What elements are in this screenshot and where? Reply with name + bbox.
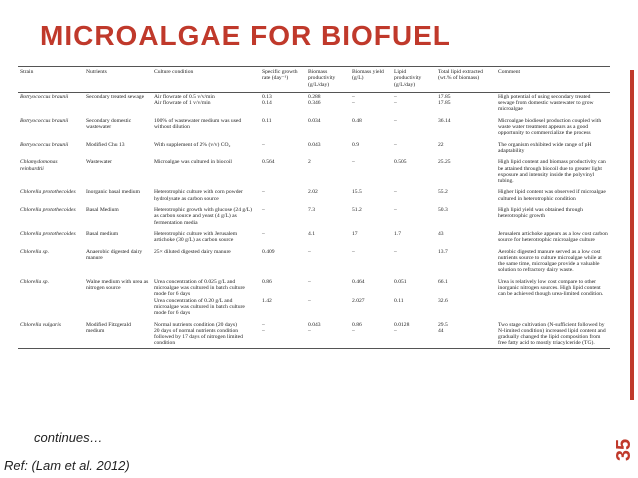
- cell-comment: Aerobic digested manure served as a low cost nutrients source to culture microalgae while at the same time, microalgae provide a valuable solution to refractory dairy waste.: [498, 248, 602, 274]
- cell-culture-condition: Heterotrophic culture with corn powder hydrolysate as carbon source: [154, 189, 243, 202]
- header-nutrients: Nutrients: [86, 69, 107, 75]
- header-strain: Strain: [20, 69, 34, 75]
- cell-growth-rate: –: [262, 230, 265, 237]
- header-growth-rate: Specific growth rate (day⁻¹): [262, 69, 298, 82]
- table-row: [18, 227, 610, 245]
- cell-biomass-productivity: 2.02: [308, 189, 318, 196]
- cell-biomass-yield: –: [352, 159, 355, 166]
- cell-biomass-productivity: 0.034: [308, 117, 321, 124]
- cell-biomass-yield: 51.2: [352, 207, 362, 214]
- cell-lipid-productivity: – –: [394, 93, 397, 107]
- cell-culture-condition: Heterotrophic growth with glucose (24 g/L) as carbon source and yeast (4 g/L) as fermentation media: [154, 207, 253, 226]
- cell-lipid-productivity: –: [394, 189, 397, 196]
- cell-nutrients: Basal medium: [86, 230, 119, 237]
- cell-total-lipid: 36.14: [438, 117, 451, 124]
- cell-strain: Chlorella sp.: [20, 278, 50, 285]
- cell-biomass-productivity: –: [308, 248, 311, 255]
- table-header-row: [18, 67, 610, 93]
- cell-total-lipid: 50.3: [438, 207, 448, 214]
- cell-strain: Botryococcus braunii: [20, 117, 69, 124]
- table-row: [18, 275, 610, 318]
- table-row: [18, 318, 610, 349]
- cell-lipid-productivity: –: [394, 141, 397, 148]
- cell-nutrients: Secondary treated sewage: [86, 93, 145, 100]
- cell-lipid-productivity: 1.7: [394, 230, 401, 237]
- accent-bar: [630, 70, 634, 400]
- cell-biomass-productivity: 0.043: [308, 141, 321, 148]
- cell-growth-rate: 0.564: [262, 159, 275, 166]
- cell-total-lipid: 13.7: [438, 248, 448, 255]
- cell-biomass-yield: 17: [352, 230, 358, 237]
- cell-strain: Botryococcus braunii: [20, 141, 69, 148]
- cell-comment: High lipid content and biomass productivity can be attained through biocoil due to greater light exposure and intensity inside the polyvinyl tubing.: [498, 159, 606, 185]
- table-body: [18, 92, 610, 348]
- cell-growth-rate: –: [262, 207, 265, 214]
- cell-nutrients: Modified Fitzgerald medium: [86, 321, 131, 334]
- cell-culture-condition: Microalgae was cultured in biocoil: [154, 159, 232, 166]
- cell-culture-condition: Normal nutrients condition (20 days) 20 days of normal nutrients condition followed by 17 days of nitrogen limited condition: [154, 321, 243, 347]
- cell-biomass-yield: –: [352, 248, 355, 255]
- cell-nutrients: Modified Chu 13: [86, 141, 125, 148]
- cell-nutrients: Secondary domestic wastewater: [86, 117, 132, 131]
- cell-total-lipid: 25.25: [438, 159, 451, 166]
- reference-note: Ref: (Lam et al. 2012): [4, 458, 130, 473]
- cell-culture-condition: 100% of wastewater medium was used without dilution: [154, 117, 242, 131]
- cell-total-lipid: 17.85 17.85: [438, 93, 451, 107]
- cell-biomass-yield: 0.9: [352, 141, 359, 148]
- cell-growth-rate: –: [262, 189, 265, 196]
- table-row: [18, 203, 610, 227]
- cell-biomass-productivity: 7.3: [308, 207, 315, 214]
- cell-strain: Chlorella sp.: [20, 248, 50, 255]
- cell-biomass-productivity: 4.1: [308, 230, 315, 237]
- cell-total-lipid: 22: [438, 141, 444, 148]
- cell-biomass-yield: 15.5: [352, 189, 362, 196]
- cell-strain: Chlorella protothecoides: [20, 230, 76, 237]
- header-culture-condition: Culture condition: [154, 69, 194, 75]
- cell-total-lipid: 66.1 32.6: [438, 278, 448, 304]
- cell-biomass-productivity: 0.043 –: [308, 321, 321, 334]
- cell-comment: Higher lipid content was observed if microalgae cultured in heterotrophic condition: [498, 189, 606, 202]
- header-total-lipid: Total lipid extracted (wt.% of biomass): [438, 69, 483, 82]
- data-table-container: [18, 66, 610, 349]
- cell-strain: Chlorella vulgaris: [20, 321, 61, 328]
- slide-number: 35: [613, 438, 635, 462]
- continues-note: continues…: [34, 430, 103, 445]
- table-row: [18, 92, 610, 113]
- slide-title: MICROALGAE FOR BIOFUEL: [40, 20, 451, 51]
- cell-comment: Microalgae biodiesel production coupled with waste water treatment appears as a good opportunity to commercialize the process: [498, 117, 602, 137]
- cell-growth-rate: 0.13 0.14: [262, 93, 272, 107]
- table-row: [18, 138, 610, 156]
- cell-comment: High potential of using secondary treated sewage from domestic wastewater to grow microalgae: [498, 93, 594, 113]
- cell-biomass-productivity: 0.288 0.346: [308, 93, 321, 107]
- cell-nutrients: Wastewater: [86, 159, 112, 166]
- cell-comment: The organism exhibited wide range of pH adaptability: [498, 141, 592, 154]
- cell-biomass-yield: 0.464 2.027: [352, 278, 365, 304]
- cell-lipid-productivity: –: [394, 248, 397, 255]
- header-comment: Comment: [498, 69, 521, 75]
- cell-growth-rate: 0.409: [262, 248, 275, 255]
- cell-nutrients: Basal Medium: [86, 207, 119, 214]
- cell-culture-condition: Heterotrophic culture with Jerusalem artichoke (30 g/L) as carbon source: [154, 230, 238, 244]
- cell-biomass-yield: – –: [352, 93, 355, 107]
- cell-strain: Chlorella protothecoides: [20, 207, 76, 214]
- cell-culture-condition: With supplement of 2% (v/v) CO₂: [154, 141, 231, 148]
- cell-nutrients: Walne medium with urea as nitrogen source: [86, 278, 149, 292]
- table-row: [18, 185, 610, 203]
- cell-comment: Two stage cultivation (N-sufficient followed by N-limited condition) increased lipid content and gradually changed the lipid composition from free fatty acid to mostly triacylceride (TG).: [498, 321, 606, 347]
- cell-total-lipid: 55.2: [438, 189, 448, 196]
- cell-culture-condition: Urea concentration of 0.025 g/L and microalgae was cultured in batch culture mode for 6 days Urea concentration of 0.20 g/L and microalgae was cultured in batch culture mode for 6 days: [154, 278, 245, 317]
- cell-nutrients: Inorganic basal medium: [86, 189, 140, 196]
- cell-lipid-productivity: –: [394, 117, 397, 124]
- cell-comment: Urea is relatively low cost compare to other inorganic nitrogen sources. High lipid content can be achieved though urea-limited condition.: [498, 278, 604, 298]
- cell-culture-condition: Air flowrate of 0.5 v/v/min Air flowrate of 1 v/v/min: [154, 93, 215, 107]
- cell-lipid-productivity: 0.505: [394, 159, 407, 166]
- header-biomass-yield: Biomass yield (g/L): [352, 69, 384, 82]
- table-row: [18, 114, 610, 138]
- cell-total-lipid: 29.5 44: [438, 321, 448, 334]
- cell-growth-rate: –: [262, 141, 265, 148]
- cell-growth-rate: 0.86 1.42: [262, 278, 272, 304]
- cell-lipid-productivity: 0.0128 –: [394, 321, 410, 334]
- cell-strain: Botryococcus braunii: [20, 93, 69, 100]
- cell-growth-rate: – –: [262, 321, 265, 334]
- cell-strain: Chlorella protothecoides: [20, 189, 76, 196]
- cell-comment: High lipid yield was obtained through heterotrophic growth: [498, 207, 583, 220]
- header-lipid-productivity: Lipid productivity (g/L/day): [394, 69, 422, 88]
- cell-lipid-productivity: –: [394, 207, 397, 214]
- table-row: [18, 155, 610, 185]
- cell-growth-rate: 0.11: [262, 117, 272, 124]
- cell-total-lipid: 43: [438, 230, 444, 237]
- cell-biomass-productivity: 2: [308, 159, 311, 166]
- cell-biomass-productivity: – –: [308, 278, 311, 304]
- cell-comment: Jerusalem artichoke appears as a low cost carbon source for heterotrophic microalgae culture: [498, 230, 608, 244]
- table-row: [18, 245, 610, 275]
- cell-strain: Chlamydomonas reinhardtii: [20, 159, 58, 172]
- cell-biomass-yield: 0.86 –: [352, 321, 362, 334]
- cell-nutrients: Anaerobic digested dairy manure: [86, 248, 143, 261]
- cell-lipid-productivity: 0.051 0.11: [394, 278, 407, 304]
- header-biomass-productivity: Biomass productivity (g/L/day): [308, 69, 336, 88]
- microalgae-table: [18, 66, 610, 349]
- cell-culture-condition: 25× diluted digested dairy manure: [154, 248, 231, 255]
- cell-biomass-yield: 0.48: [352, 117, 362, 124]
